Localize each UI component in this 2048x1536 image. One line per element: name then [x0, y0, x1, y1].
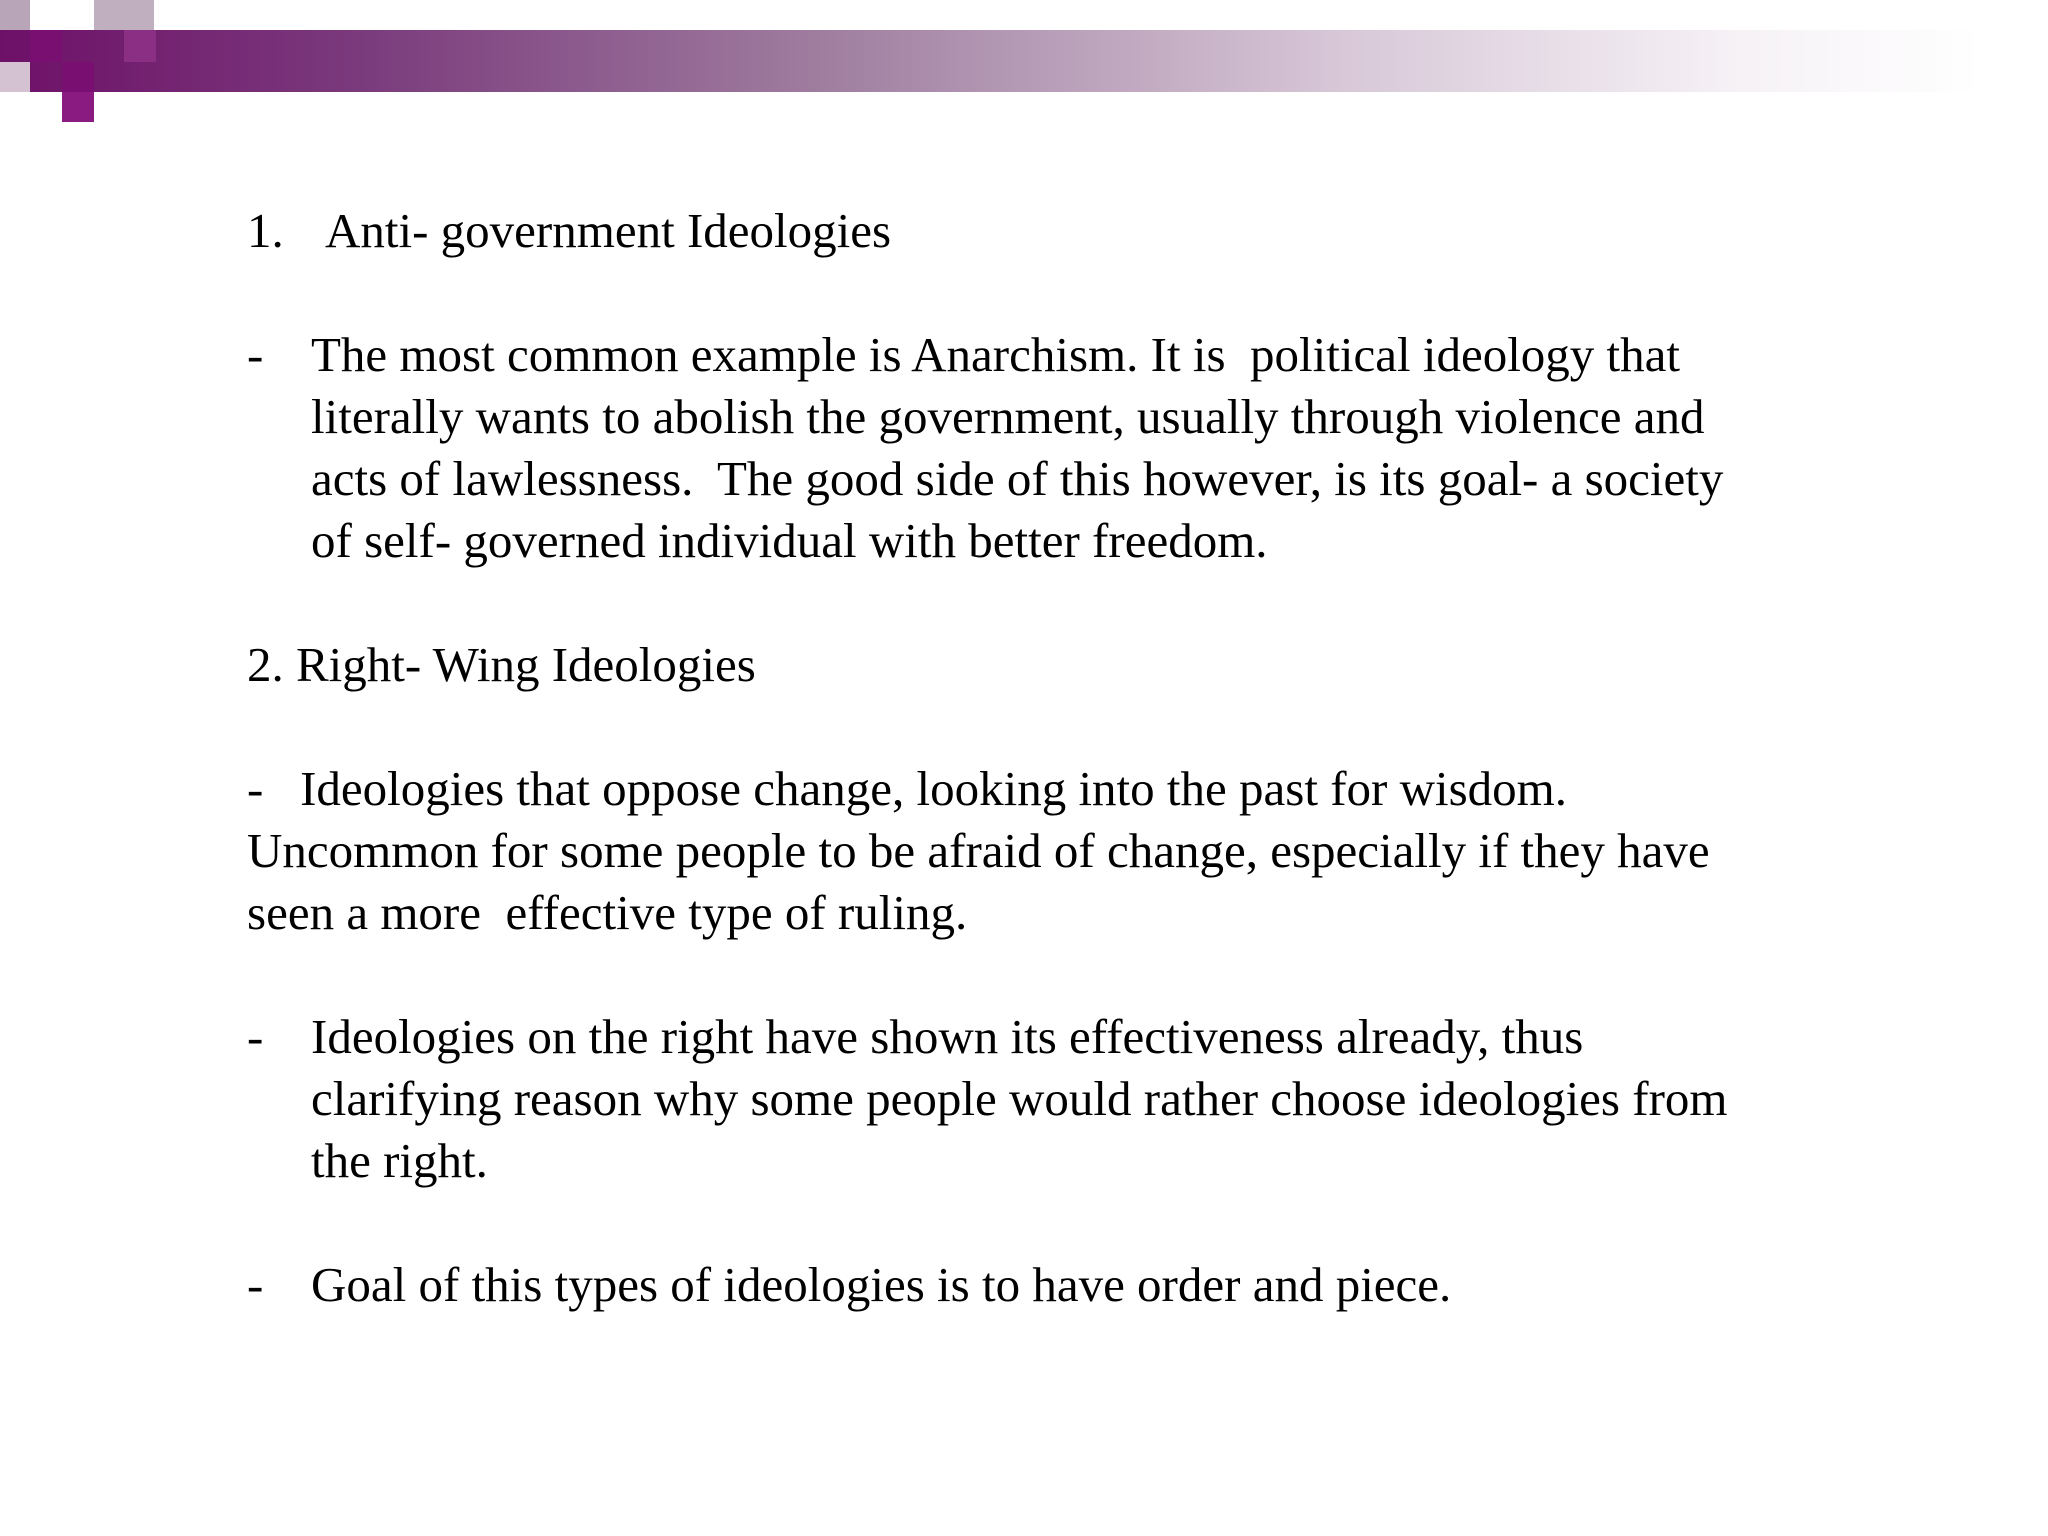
bullet-marker: - [247, 1257, 264, 1312]
bullet-line: literally wants to abolish the government, usually through violence and [311, 389, 1705, 444]
bullet-marker: - [247, 1009, 264, 1064]
decor-square [62, 62, 94, 94]
bullet-line: Ideologies on the right have shown its effectiveness already, thus [311, 1009, 1584, 1064]
section1-number: 1. [247, 203, 284, 258]
bullet-line: clarifying reason why some people would rather choose ideologies from [311, 1071, 1728, 1126]
bullet-line: of self- governed individual with better freedom. [311, 513, 1268, 568]
bullet-marker: - [247, 327, 264, 382]
decor-square [30, 30, 62, 62]
decor-square [94, 0, 154, 30]
decor-square [62, 92, 94, 122]
paragraph-line: Uncommon for some people to be afraid of change, especially if they have [247, 823, 1710, 878]
section2-bullet [247, 1006, 1847, 1192]
bullet-line: acts of lawlessness. The good side of this however, is its goal- a society [311, 451, 1724, 506]
section1-title: Anti- government Ideologies [325, 203, 892, 258]
bullet-line: The most common example is Anarchism. It is political ideology that [311, 327, 1681, 382]
bullet-line: the right. [311, 1133, 488, 1188]
header-gradient-band [0, 30, 1980, 92]
bullet-line: Goal of this types of ideologies is to have order and piece. [311, 1257, 1452, 1312]
paragraph-line: seen a more effective type of ruling. [247, 885, 968, 940]
section2-paragraph [247, 758, 1847, 944]
decor-square [124, 30, 156, 62]
section1-heading [247, 200, 1847, 262]
section1-bullet [247, 324, 1847, 572]
slide-body [247, 200, 1847, 1316]
decor-square [0, 0, 30, 30]
section2-heading: 2. Right- Wing Ideologies [247, 637, 756, 692]
section2-bullet [247, 1254, 1847, 1316]
paragraph-line: - Ideologies that oppose change, looking into the past for wisdom. [247, 761, 1568, 816]
decor-square [0, 62, 30, 92]
